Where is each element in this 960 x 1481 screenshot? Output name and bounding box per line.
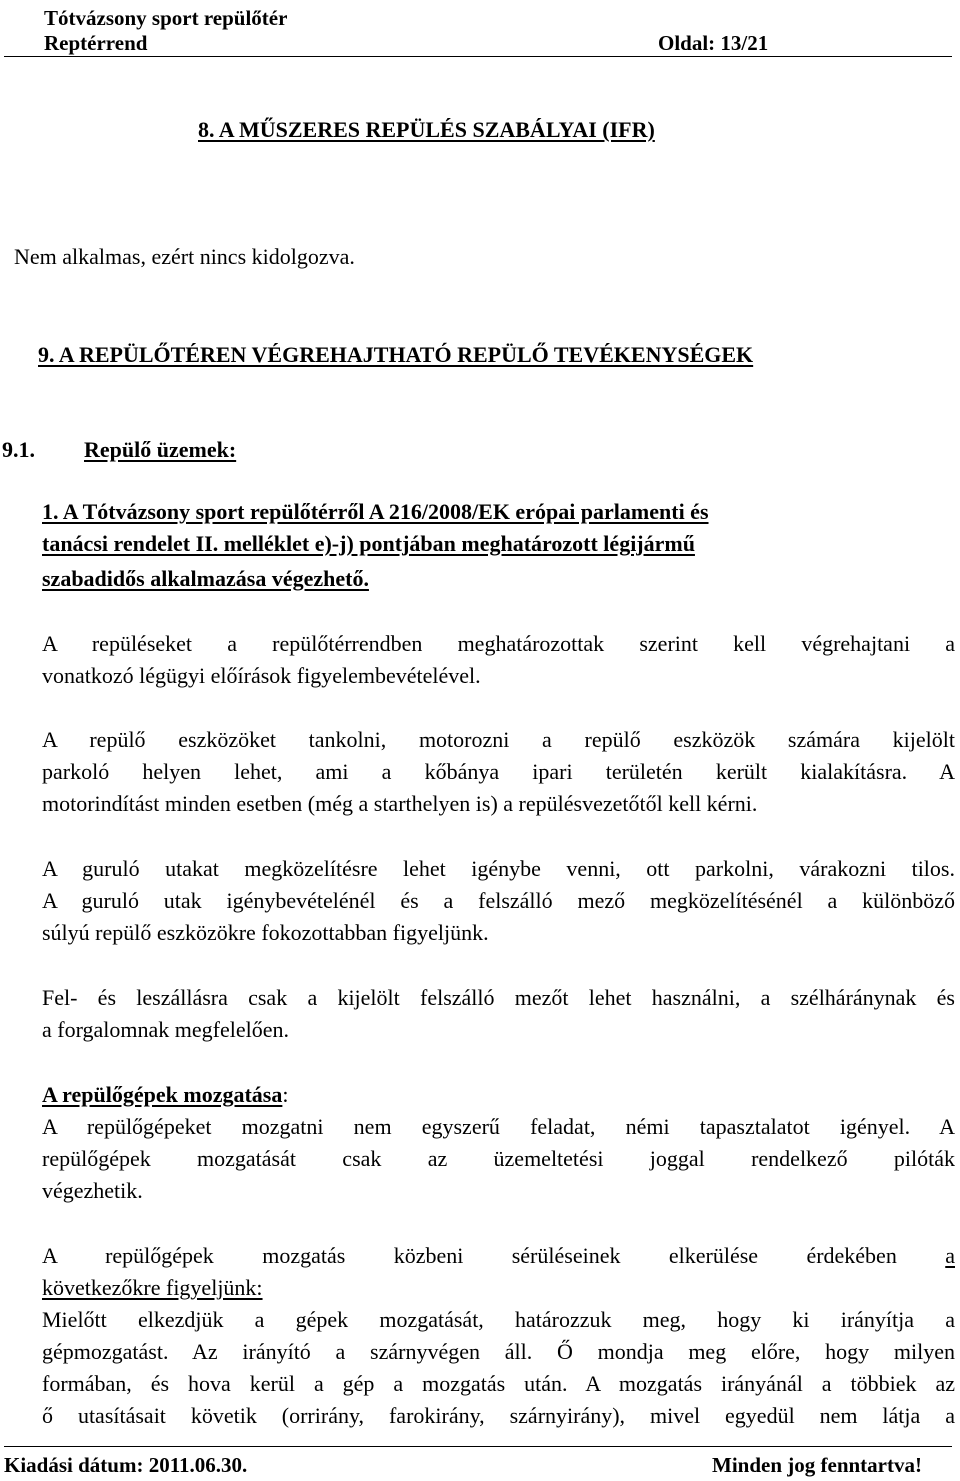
paragraph-line: ő utasításait követik (orrirány, farokirány, szárnyirány), mivel egyedül nem látja a [42, 1403, 955, 1428]
header-doc-title: Reptérrend [44, 31, 148, 55]
paragraph-line: A repüléseket a repülőtérrendben meghatározottak szerint kell végrehajtani a [42, 631, 955, 656]
paragraph-line: Mielőtt elkezdjük a gépek mozgatását, határozzuk meg, hogy ki irányítja a [42, 1307, 955, 1332]
paragraph-line: A guruló utak igénybevételénél és a felszálló mező megközelítésénél a különböző [42, 888, 955, 913]
footer-rights: Minden jog fenntartva! [712, 1453, 922, 1477]
paragraph-line: A guruló utakat megközelítésre lehet igénybe venni, ott parkolni, várakozni tilos. [42, 856, 955, 881]
subsection-title: Repülő üzemek: [84, 437, 237, 462]
paragraph-6-text: A repülőgépek mozgatás közbeni sérüléseinek elkerülése érdekében [42, 1243, 897, 1268]
paragraph-6-underlined: a [945, 1243, 955, 1268]
paragraph-line: A repülőgépeket mozgatni nem egyszerű feladat, némi tapasztalatot igényel. A [42, 1114, 955, 1139]
paragraph-line: parkoló helyen lehet, ami a kőbánya ipari területén került kialakításra. A [42, 759, 955, 784]
moving-aircraft-heading-colon: : [282, 1082, 289, 1107]
item-1-line: tanácsi rendelet II. melléklet e)-j) pontjában meghatározott légijármű [42, 531, 695, 556]
paragraph-line: A repülő eszközöket tankolni, motorozni a repülő eszközök számára kijelölt [42, 727, 955, 752]
paragraph-line: formában, és hova kerül a gép a mozgatás után. A mozgatás irányánál a többiek az [42, 1371, 955, 1396]
footer-issue-date: Kiadási dátum: 2011.06.30. [4, 1453, 248, 1477]
paragraph-line: motorindítást minden esetben (még a starthelyen is) a repülésvezetőtől kell kérni. [42, 791, 758, 816]
paragraph-line: a forgalomnak megfelelően. [42, 1017, 289, 1042]
section-8-title: 8. A MŰSZERES REPÜLÉS SZABÁLYAI (IFR) [198, 117, 655, 142]
item-1-line: szabadidős alkalmazása végezhető. [42, 566, 369, 591]
paragraph-line [42, 1240, 955, 1272]
paragraph-line: vonatkozó légügyi előírások figyelembevételével. [42, 663, 481, 688]
section-8-text: Nem alkalmas, ezért nincs kidolgozva. [14, 244, 355, 269]
paragraph-line: súlyú repülő eszközökre fokozottabban figyeljünk. [42, 920, 489, 945]
paragraph-line: végezhetik. [42, 1178, 143, 1203]
paragraph-line: Fel- és leszállásra csak a kijelölt felszálló mezőt lehet használni, a szélháránynak és [42, 985, 955, 1010]
moving-aircraft-heading-text: A repülőgépek mozgatása [42, 1082, 283, 1107]
footer-divider [4, 1446, 952, 1447]
section-9-title: 9. A REPÜLŐTÉREN VÉGREHAJTHATÓ REPÜLŐ TEVÉKENYSÉGEK [38, 342, 754, 367]
header-org: Tótvázsony sport repülőtér [44, 6, 288, 30]
item-1-line: 1. A Tótvázsony sport repülőtérről A 216/2008/EK erópai parlamenti és [42, 499, 709, 524]
moving-aircraft-heading [42, 1079, 289, 1111]
paragraph-line: repülőgépek mozgatását csak az üzemeltetési joggal rendelkező pilóták [42, 1146, 955, 1171]
paragraph-6-line-2: következőkre figyeljünk: [42, 1275, 263, 1300]
header-divider [4, 56, 952, 57]
paragraph-line: gépmozgatást. Az irányító a szárnyvégen áll. Ő mondja meg előre, hogy milyen [42, 1339, 955, 1364]
subsection-number: 9.1. [2, 437, 35, 462]
header-page-number: Oldal: 13/21 [658, 31, 769, 55]
